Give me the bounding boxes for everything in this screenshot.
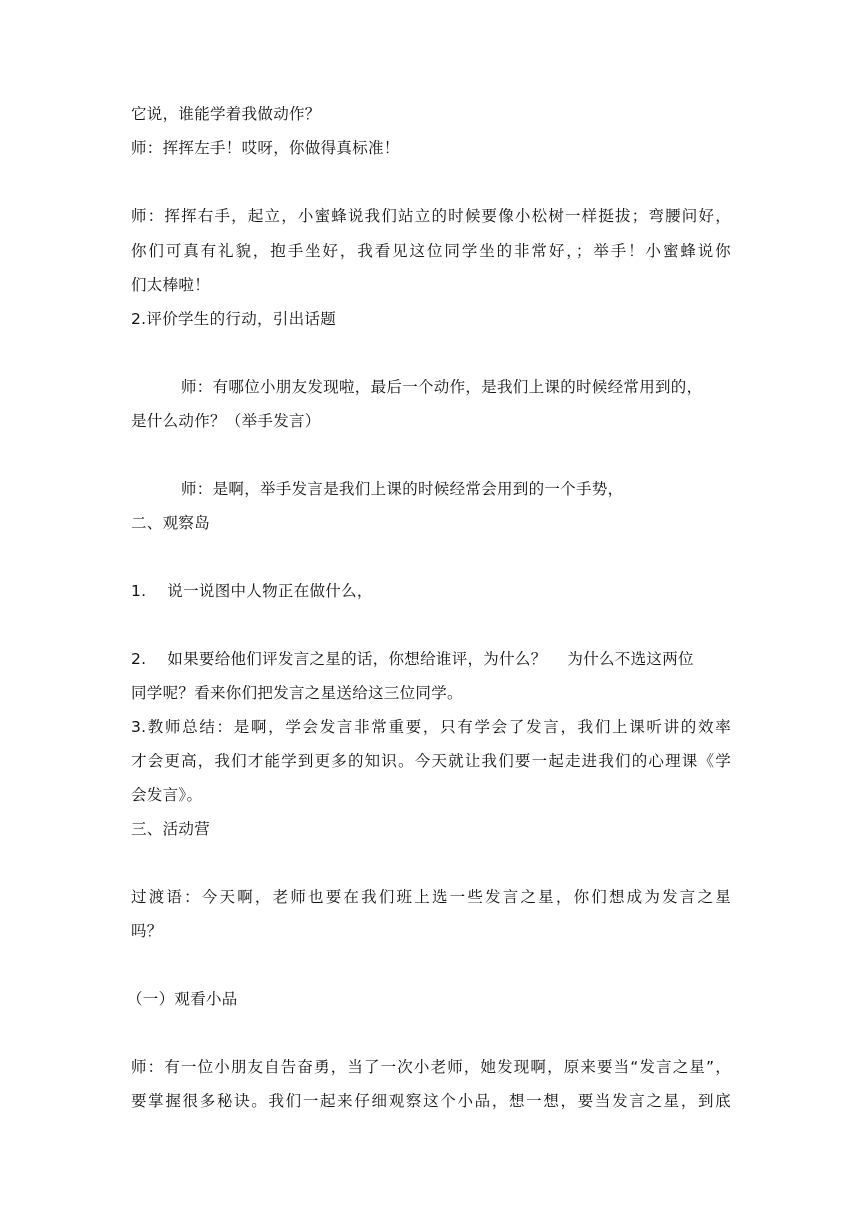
- text-line: 们太棒啦！: [131, 276, 211, 294]
- text-line: 师：有一位小朋友自告奋勇，当了一次小老师，她发现啊，原来要当“发言之星”，: [131, 1058, 731, 1076]
- text-line: 它说，谁能学着我做动作？: [131, 105, 321, 123]
- text-line: 才会更高，我们才能学到更多的知识。今天就让我们要一起走进我们的心理课《学: [131, 752, 731, 770]
- section-heading: 三、活动营: [131, 820, 211, 838]
- section-heading: 二、观察岛: [131, 514, 211, 532]
- text-line: 同学呢？看来你们把发言之星送给这三位同学。: [131, 684, 463, 702]
- text-line: 会发言》。: [131, 786, 203, 804]
- text-line: 吗？: [131, 922, 163, 940]
- list-item: 3.教师总结：是啊，学会发言非常重要，只有学会了发言，我们上课听讲的效率: [131, 718, 731, 736]
- text-line: 师：挥挥左手！哎呀，你做得真标准！: [131, 139, 400, 157]
- section-subheading: 2.评价学生的行动，引出话题: [131, 310, 336, 328]
- text-line: 师：是啊，举手发言是我们上课的时候经常会用到的一个手势，: [181, 480, 624, 498]
- text-line: 师：挥挥右手，起立，小蜜蜂说我们站立的时候要像小松树一样挺拔；弯腰问好，: [131, 207, 731, 225]
- section-subheading: （一）观看小品: [127, 990, 238, 1008]
- list-item: 1. 说一说图中人物正在做什么，: [131, 582, 373, 600]
- list-item: 2. 如果要给他们评发言之星的话，你想给谁评，为什么？ 为什么不选这两位: [131, 650, 694, 668]
- text-line: 是什么动作？（举手发言）: [131, 412, 321, 430]
- text-line: 过渡语：今天啊，老师也要在我们班上选一些发言之星，你们想成为发言之星: [131, 888, 731, 906]
- text-line: 师：有哪位小朋友发现啦，最后一个动作，是我们上课的时候经常用到的，: [181, 378, 703, 396]
- text-line: 要掌握很多秘诀。我们一起来仔细观察这个小品，想一想，要当发言之星，到底: [131, 1092, 731, 1110]
- text-line: 你们可真有礼貌，抱手坐好，我看见这位同学坐的非常好，；举手！小蜜蜂说你: [131, 242, 731, 260]
